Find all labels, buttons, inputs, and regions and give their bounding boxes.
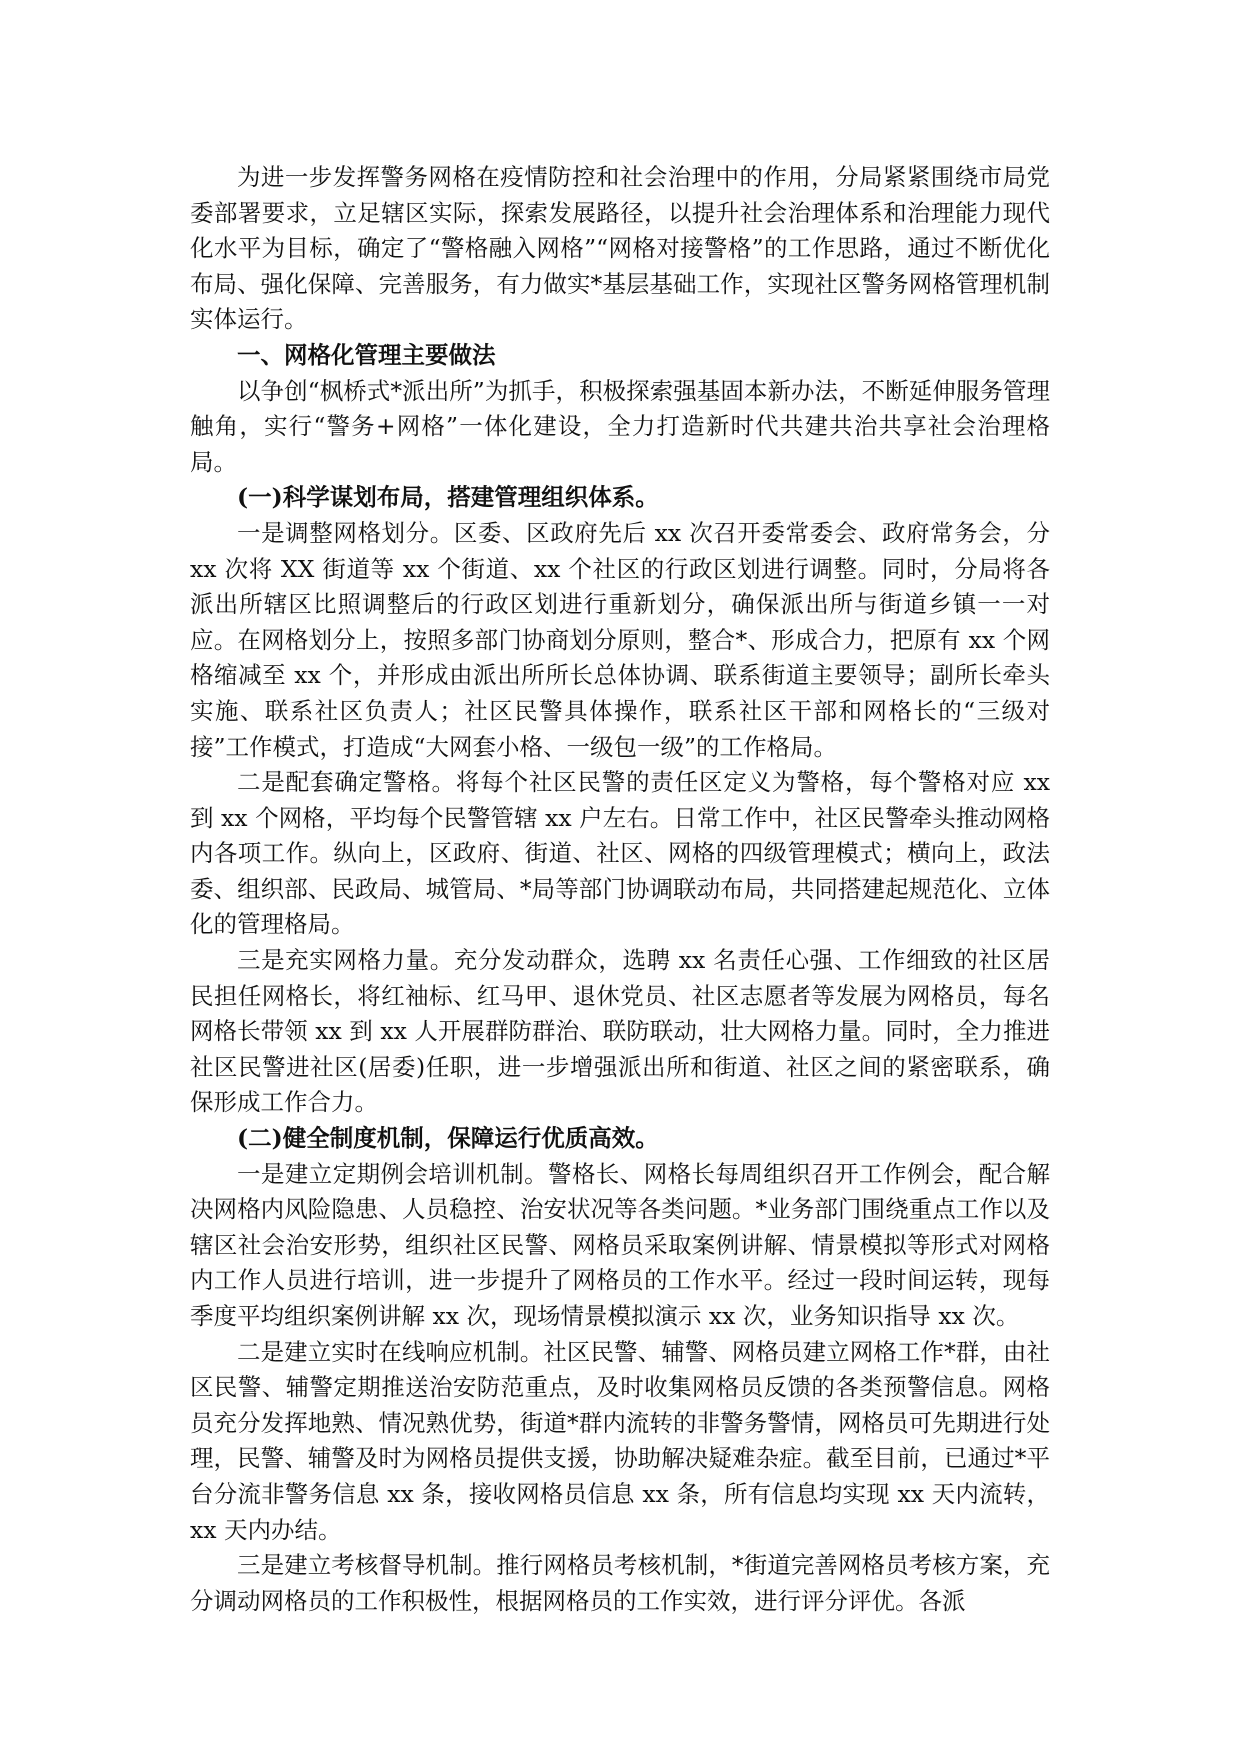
intro-paragraph: 为进一步发挥警务网格在疫情防控和社会治理中的作用，分局紧紧围绕市局党委部署要求，立足辖区实际，探索发展路径，以提升社会治理体系和治理能力现代化水平为目标，确定了“警格融入网格”“网格对接警格”的工作思路，通过不断优化布局、强化保障、完善服务，有力做实*基层基础工作，实现社区警务网格管理机制实体运行。: [190, 163, 1050, 334]
body-paragraph: 三是建立考核督导机制。推行网格员考核机制，*街道完善网格员考核方案，充分调动网格员的工作积极性，根据网格员的工作实效，进行评分评优。各派: [190, 1551, 1050, 1615]
section-1-intro-paragraph: 以争创“枫桥式*派出所”为抓手，积极探索强基固本新办法，不断延伸服务管理触角，实行“警务+网格”一体化建设，全力打造新时代共建共治共享社会治理格局。: [190, 376, 1050, 476]
body-paragraph: 一是调整网格划分。区委、区政府先后 xx 次召开委常委会、政府常务会，分 xx 次将 XX 街道等 xx 个街道、xx 个社区的行政区划进行调整。同时，分局将各派出所辖区比照调整后的行政区划进行重新划分，确保派出所与街道乡镇一一对应。在网格划分上，按照多部门协商划分原则，整合*、形成合力，把原有 xx 个网格缩减至 xx 个，并形成由派出所所长总体协调、联系街道主要领导；副所长牵头实施、联系社区负责人；社区民警具体操作，联系社区干部和网格长的“三级对接”工作模式，打造成“大网套小格、一级包一级”的工作格局。: [190, 518, 1050, 761]
subsection-heading-2: (二)健全制度机制，保障运行优质高效。: [237, 1124, 659, 1153]
section-heading-1: 一、网格化管理主要做法: [237, 340, 496, 369]
body-paragraph: 二是配套确定警格。将每个社区民警的责任区定义为警格，每个警格对应 xx 到 xx 个网格，平均每个民警管辖 xx 户左右。日常工作中，社区民警牵头推动网格内各项工作。纵向上，区政府、街道、社区、网格的四级管理模式；横向上，政法委、组织部、民政局、城管局、*局等部门协调联动布局，共同搭建起规范化、立体化的管理格局。: [190, 768, 1050, 939]
body-paragraph: 一是建立定期例会培训机制。警格长、网格长每周组织召开工作例会，配合解决网格内风险隐患、人员稳控、治安状况等各类问题。*业务部门围绕重点工作以及辖区社会治安形势，组织社区民警、网格员采取案例讲解、情景模拟等形式对网格内工作人员进行培训，进一步提升了网格员的工作水平。经过一段时间运转，现每季度平均组织案例讲解 xx 次，现场情景模拟演示 xx 次，业务知识指导 xx 次。: [190, 1159, 1050, 1330]
body-paragraph: 二是建立实时在线响应机制。社区民警、辅警、网格员建立网格工作*群，由社区民警、辅警定期推送治安防范重点，及时收集网格员反馈的各类预警信息。网格员充分发挥地熟、情况熟优势，街道*群内流转的非警务警情，网格员可先期进行处理，民警、辅警及时为网格员提供支援，协助解决疑难杂症。截至目前，已通过*平台分流非警务信息 xx 条，接收网格员信息 xx 条，所有信息均实现 xx 天内流转，xx 天内办结。: [190, 1337, 1050, 1544]
subsection-heading-1: (一)科学谋划布局，搭建管理组织体系。: [237, 483, 659, 512]
document-body: [190, 160, 1050, 1619]
body-paragraph: 三是充实网格力量。充分发动群众，选聘 xx 名责任心强、工作细致的社区居民担任网格长，将红袖标、红马甲、退休党员、社区志愿者等发展为网格员，每名网格长带领 xx 到 xx 人开展群防群治、联防联动，壮大网格力量。同时，全力推进社区民警进社区(居委)任职，进一步增强派出所和街道、社区之间的紧密联系，确保形成工作合力。: [190, 946, 1050, 1117]
